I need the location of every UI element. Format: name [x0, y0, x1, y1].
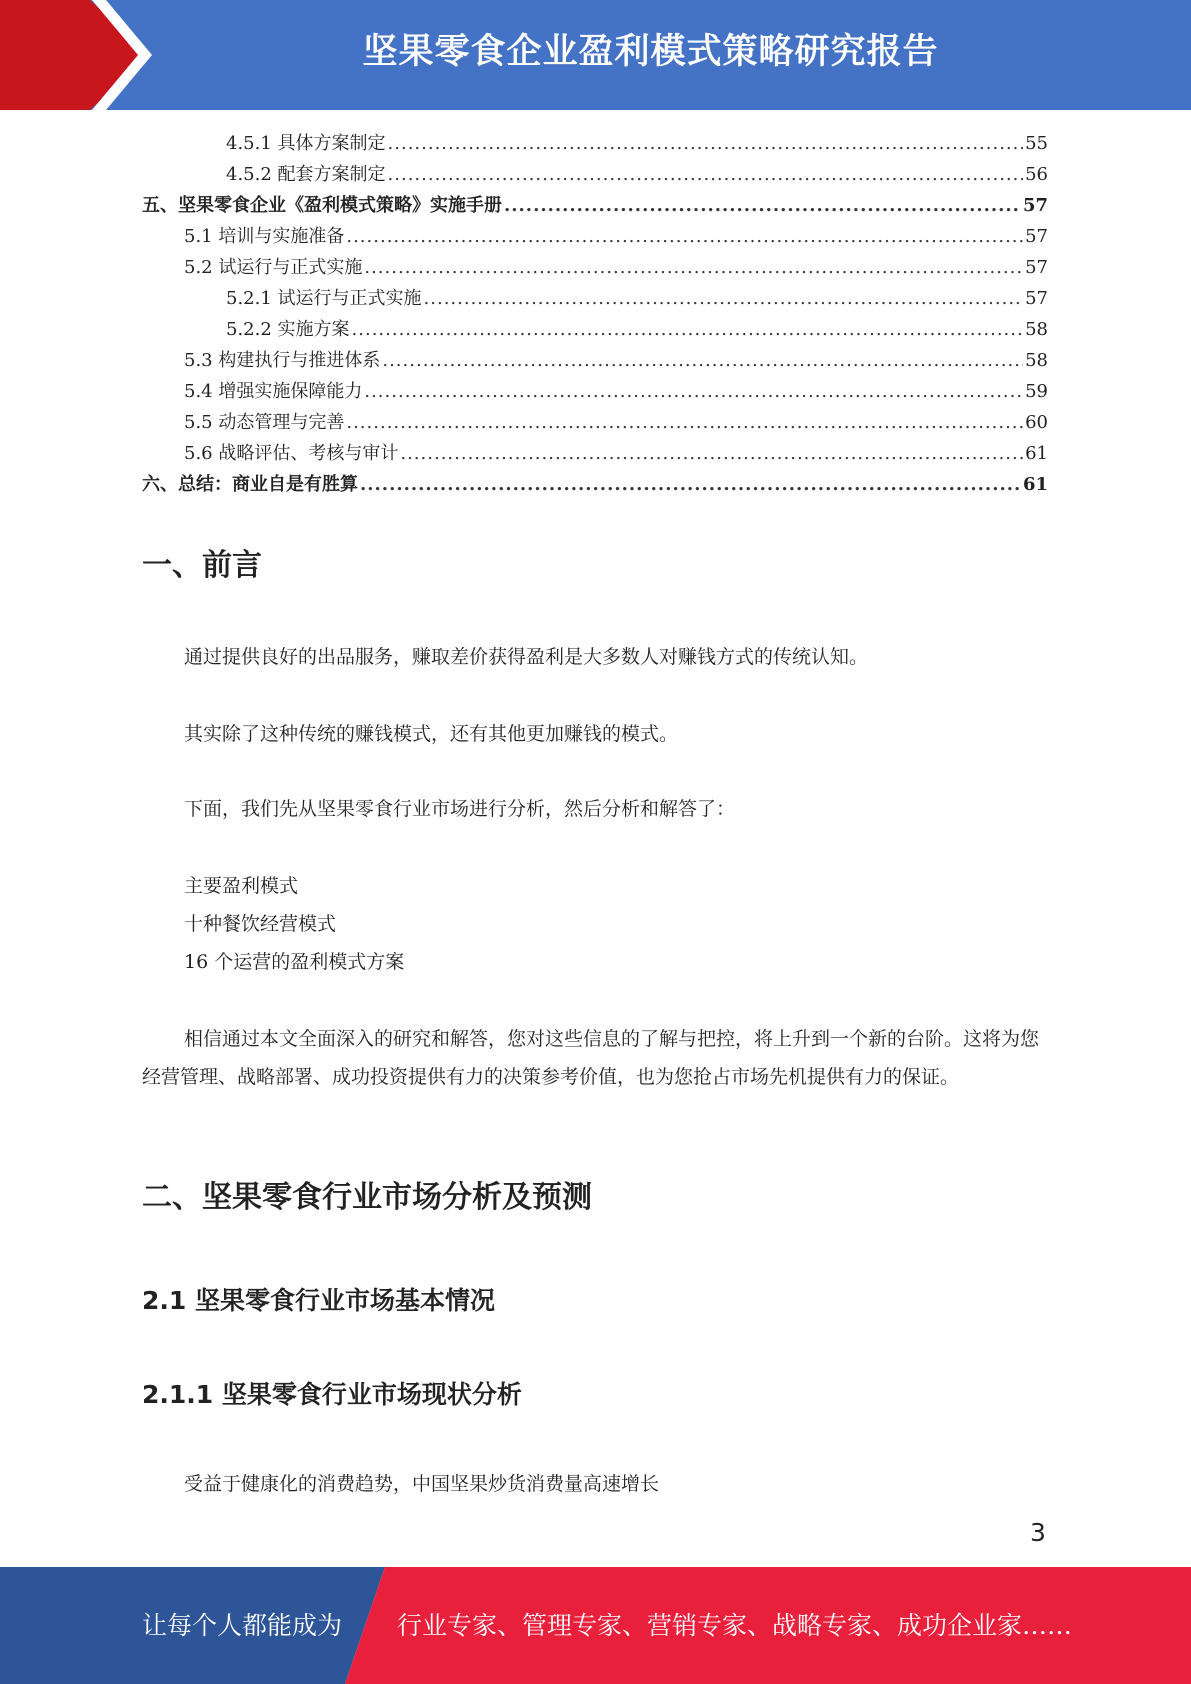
paragraph: 下面，我们先从坚果零食行业市场进行分析，然后分析和解答了：	[184, 798, 736, 820]
page-header	[0, 0, 1191, 110]
toc-entry-title: 4.5.1 具体方案制定	[226, 133, 386, 154]
toc-leader-dots	[352, 314, 1024, 345]
toc-entry-title: 5.5 动态管理与完善	[184, 412, 345, 433]
toc-entry[interactable]	[142, 376, 1048, 407]
list-item: 十种餐饮经营模式	[184, 913, 337, 935]
report-title: 坚果零食企业盈利模式策略研究报告	[362, 32, 939, 72]
toc-leader-dots	[364, 376, 1023, 407]
toc-entry[interactable]	[142, 252, 1048, 283]
toc-entry-title: 5.3 构建执行与推进体系	[184, 350, 381, 371]
toc-page-number: 59	[1025, 381, 1048, 402]
table-of-contents	[142, 128, 1048, 500]
toc-page-number: 58	[1025, 319, 1048, 340]
paragraph: 通过提供良好的出品服务，赚取差价获得盈利是大多数人对赚钱方式的传统认知。	[184, 646, 869, 668]
toc-leader-dots	[388, 128, 1024, 159]
toc-leader-dots	[346, 221, 1023, 252]
toc-page-number: 55	[1025, 133, 1048, 154]
toc-entry[interactable]	[142, 221, 1048, 252]
toc-page-number: 57	[1025, 257, 1048, 278]
toc-leader-dots	[382, 345, 1023, 376]
paragraph: 其实除了这种传统的赚钱模式，还有其他更加赚钱的模式。	[184, 723, 679, 745]
toc-leader-dots	[360, 469, 1021, 500]
toc-entry-title: 5.2.2 实施方案	[226, 319, 350, 340]
toc-leader-dots	[424, 283, 1024, 314]
toc-leader-dots	[388, 159, 1024, 190]
toc-leader-dots	[364, 252, 1023, 283]
toc-entry[interactable]	[142, 159, 1048, 190]
toc-leader-dots	[346, 407, 1023, 438]
footer-slogan-left: 让每个人都能成为	[142, 1611, 343, 1640]
toc-entry-title: 5.2.1 试运行与正式实施	[226, 288, 422, 309]
toc-page-number: 57	[1025, 288, 1048, 309]
toc-page-number: 60	[1025, 412, 1048, 433]
paragraph: 受益于健康化的消费趋势，中国坚果炒货消费量高速增长	[184, 1473, 660, 1495]
list-item: 主要盈利模式	[184, 875, 299, 897]
toc-entry-title: 5.4 增强实施保障能力	[184, 381, 363, 402]
toc-page-number: 56	[1025, 164, 1048, 185]
toc-page-number: 61	[1022, 474, 1048, 495]
toc-entry-title: 5.6 战略评估、考核与审计	[184, 443, 399, 464]
list-item: 16 个运营的盈利模式方案	[184, 951, 405, 973]
subsection-heading: 2.1.1 坚果零食行业市场现状分析	[142, 1380, 522, 1409]
toc-leader-dots	[400, 438, 1023, 469]
toc-entry[interactable]	[142, 407, 1048, 438]
toc-entry[interactable]	[142, 190, 1048, 221]
toc-leader-dots	[504, 190, 1021, 221]
section-heading-preface: 一、前言	[142, 548, 262, 583]
toc-page-number: 58	[1025, 350, 1048, 371]
paragraph: 相信通过本文全面深入的研究和解答，您对这些信息的了解与把控，将上升到一个新的台阶。这将为您经营管理、战略部署、成功投资提供有力的决策参考价值，也为您抢占市场先机提供有力的保证。	[142, 1028, 1040, 1088]
toc-entry-title: 六、总结：商业自是有胜算	[142, 474, 358, 495]
toc-entry-title: 五、坚果零食企业《盈利模式策略》实施手册	[142, 195, 502, 216]
toc-entry[interactable]	[142, 128, 1048, 159]
toc-entry-title: 5.1 培训与实施准备	[184, 226, 345, 247]
toc-entry[interactable]	[142, 314, 1048, 345]
page-footer	[0, 1567, 1191, 1684]
footer-slogan-right: 行业专家、管理专家、营销专家、战略专家、成功企业家……	[397, 1611, 1073, 1640]
toc-entry-title: 4.5.2 配套方案制定	[226, 164, 386, 185]
toc-page-number: 57	[1025, 226, 1048, 247]
subsection-heading: 2.1 坚果零食行业市场基本情况	[142, 1286, 495, 1315]
section-heading-market: 二、坚果零食行业市场分析及预测	[142, 1180, 592, 1215]
toc-page-number: 61	[1025, 443, 1048, 464]
toc-entry[interactable]	[142, 469, 1048, 500]
toc-entry[interactable]	[142, 438, 1048, 469]
page-number: 3	[1030, 1518, 1046, 1547]
toc-entry-title: 5.2 试运行与正式实施	[184, 257, 363, 278]
toc-entry[interactable]	[142, 283, 1048, 314]
toc-entry[interactable]	[142, 345, 1048, 376]
toc-page-number: 57	[1022, 195, 1048, 216]
